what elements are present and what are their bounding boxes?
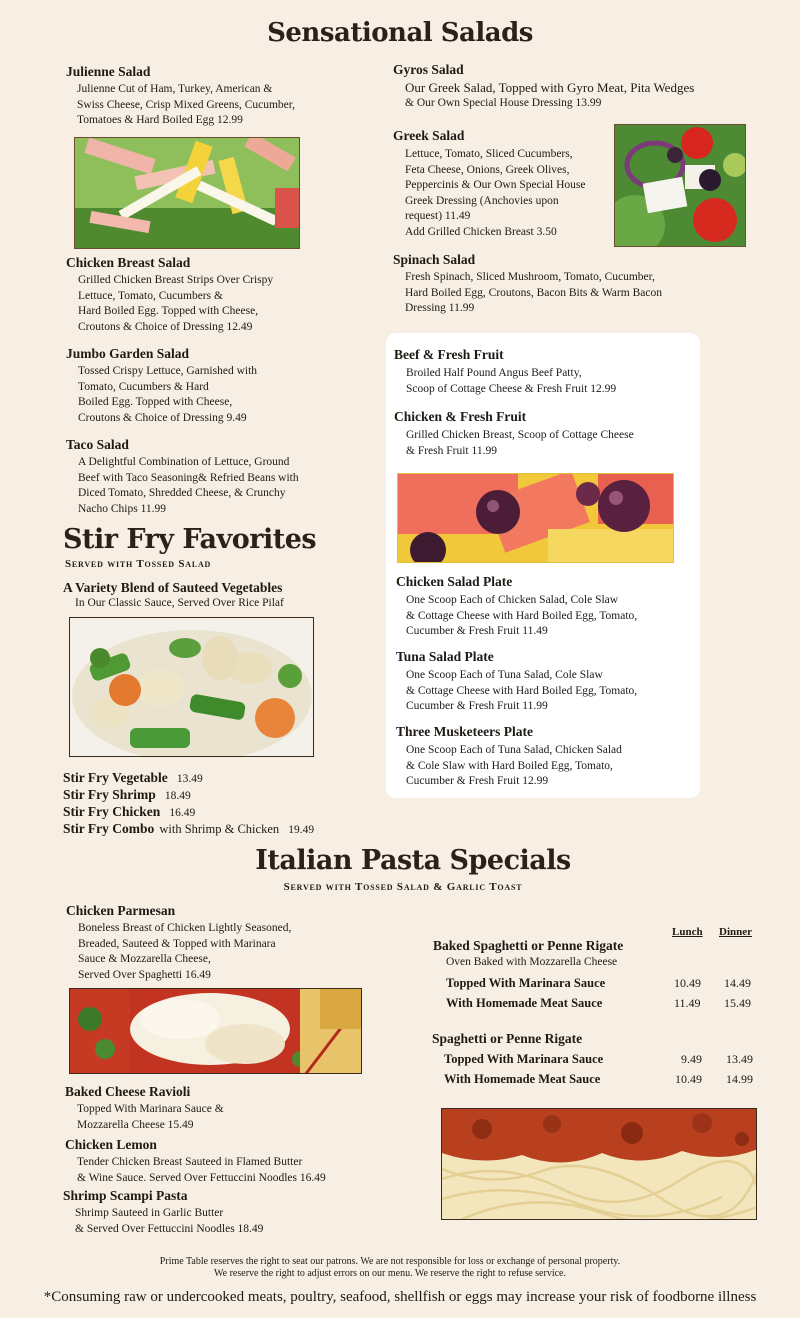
chicken-parmesan-photo	[69, 988, 362, 1074]
menu-item-chicken-lemon	[65, 1137, 326, 1186]
item-description: Lettuce, Tomato, Sliced Cucumbers, Feta Cheese, Onions, Greek Olives, Peppercinis & Our Own Special House Greek Dressing (Anchovies upon request) 11.49 Add Grilled Chicken Breast 3.50	[405, 148, 586, 238]
menu-item-three-musketeers-plate	[396, 724, 622, 790]
item-name: Spinach Salad	[393, 252, 476, 267]
list-item: Stir Fry Shrimp 18.49	[63, 787, 191, 802]
price-row: Topped With Marinara Sauce 9.49 13.49	[444, 1052, 753, 1066]
baked-spaghetti-group-name: Baked Spaghetti or Penne Rigate	[433, 938, 624, 953]
item-name: Gyros Salad	[393, 62, 464, 77]
menu-item-julienne-salad	[66, 64, 295, 129]
item-name: Three Musketeers Plate	[396, 724, 533, 739]
item-description: Broiled Half Pound Angus Beef Patty, Scoop of Cottage Cheese & Fresh Fruit 12.99	[406, 367, 617, 395]
item-description: Tender Chicken Breast Sauteed in Flamed Butter & Wine Sauce. Served Over Fettuccini Noodles 16.49	[77, 1156, 326, 1184]
price-row: Topped With Marinara Sauce 10.49 14.49	[446, 976, 751, 990]
fresh-fruit-photo	[397, 473, 674, 563]
item-description: Our Greek Salad, Topped with Gyro Meat, Pita Wedges & Our Own Special House Dressing 13.99	[405, 80, 695, 109]
menu-item-gyros-salad	[393, 62, 694, 111]
menu-item-tuna-salad-plate	[396, 649, 637, 715]
item-name: Baked Cheese Ravioli	[65, 1084, 191, 1099]
item-description: Fresh Spinach, Sliced Mushroom, Tomato, Cucumber, Hard Boiled Egg, Croutons, Bacon Bits & Warm Bacon Dressing 11.99	[405, 271, 662, 315]
item-description: Shrimp Sauteed in Garlic Butter & Served Over Fettuccini Noodles 18.49	[75, 1207, 264, 1235]
item-description: Grilled Chicken Breast, Scoop of Cottage Cheese & Fresh Fruit 11.99	[406, 429, 634, 457]
menu-item-chicken-parmesan	[66, 903, 291, 983]
item-name: Greek Salad	[393, 128, 465, 143]
salads-title: Sensational Salads	[267, 18, 533, 48]
list-item: Stir Fry Vegetable 13.49	[63, 770, 203, 785]
item-description: Tossed Crispy Lettuce, Garnished with Tomato, Cucumbers & Hard Boiled Egg. Topped with Cheese, Croutons & Choice of Dressing 9.49	[78, 365, 258, 424]
price-row: With Homemade Meat Sauce 11.49 15.49	[446, 996, 751, 1010]
spaghetti-group-name: Spaghetti or Penne Rigate	[432, 1031, 583, 1046]
item-name: Jumbo Garden Salad	[66, 346, 190, 361]
julienne-salad-photo	[74, 137, 300, 249]
dinner-header: Dinner	[719, 926, 752, 938]
price-row: With Homemade Meat Sauce 10.49 14.99	[444, 1072, 753, 1086]
menu-item-shrimp-scampi-pasta	[63, 1188, 263, 1237]
item-description: One Scoop Each of Chicken Salad, Cole Slaw & Cottage Cheese with Hard Boiled Egg, Tomato, Cucumber & Fresh Fruit 11.49	[406, 594, 638, 638]
pasta-title: Italian Pasta Specials	[255, 845, 571, 876]
item-name: Beef & Fresh Fruit	[394, 347, 504, 362]
greek-salad-photo	[614, 124, 746, 247]
item-name: Julienne Salad	[66, 64, 151, 79]
item-name: Tuna Salad Plate	[396, 649, 494, 664]
spaghetti-photo	[441, 1108, 757, 1220]
item-name: Shrimp Scampi Pasta	[63, 1188, 188, 1203]
item-name: Taco Salad	[66, 437, 129, 452]
footer-disclaimer-2: We reserve the right to adjust errors on our menu. We reserve the right to refuse service.	[214, 1268, 566, 1279]
item-name: Chicken Salad Plate	[396, 574, 513, 589]
menu-item-chicken-fresh-fruit	[394, 409, 634, 459]
stirfry-title: Stir Fry Favorites	[63, 524, 317, 555]
pasta-subtitle: Served with Tossed Salad & Garlic Toast	[283, 881, 523, 893]
item-name: Chicken & Fresh Fruit	[394, 409, 527, 424]
menu-item-taco-salad	[66, 437, 299, 517]
menu-item-greek-salad	[393, 128, 585, 241]
item-description: Grilled Chicken Breast Strips Over Crispy Lettuce, Tomato, Cucumbers & Hard Boiled Egg. Topped with Cheese, Croutons & Choice of Dressing 12.49	[78, 274, 274, 333]
stirfry-blend-description: In Our Classic Sauce, Served Over Rice Pilaf	[75, 597, 284, 609]
stirfry-blend-name: A Variety Blend of Sauteed Vegetables	[63, 580, 283, 595]
baked-spaghetti-note: Oven Baked with Mozzarella Cheese	[446, 956, 618, 968]
item-name: Chicken Parmesan	[66, 903, 176, 918]
item-name: Chicken Lemon	[65, 1137, 157, 1152]
item-description: A Delightful Combination of Lettuce, Ground Beef with Taco Seasoning& Refried Beans with Diced Tomato, Shredded Cheese, & Crunchy Nacho Chips 11.99	[78, 456, 299, 515]
menu-item-jumbo-garden-salad	[66, 346, 257, 426]
list-item: Stir Fry Combo with Shrimp & Chicken 19.49	[63, 821, 315, 836]
item-description: Boneless Breast of Chicken Lightly Seasoned, Breaded, Sauteed & Topped with Marinara Sauce & Mozzarella Cheese, Served Over Spaghetti 16.49	[78, 922, 292, 981]
menu-item-beef-fresh-fruit	[394, 347, 616, 397]
item-description: Topped With Marinara Sauce & Mozzarella Cheese 15.49	[77, 1103, 224, 1131]
stirfry-subtitle: Served with Tossed Salad	[65, 558, 212, 570]
list-item: Stir Fry Chicken 16.49	[63, 804, 196, 819]
menu-item-chicken-breast-salad	[66, 255, 273, 335]
menu-item-baked-cheese-ravioli	[65, 1084, 224, 1133]
menu-item-chicken-salad-plate	[396, 574, 637, 640]
lunch-header: Lunch	[672, 926, 703, 938]
food-safety-warning: *Consuming raw or undercooked meats, poultry, seafood, shellfish or eggs may increase your risk of foodborne illness	[43, 1289, 757, 1305]
footer-disclaimer-1: Prime Table reserves the right to seat our patrons. We are not responsible for loss or exchange of personal property.	[159, 1256, 621, 1267]
item-description: One Scoop Each of Tuna Salad, Chicken Salad & Cole Slaw with Hard Boiled Egg, Tomato, Cucumber & Fresh Fruit 12.99	[406, 744, 622, 788]
item-description: One Scoop Each of Tuna Salad, Cole Slaw & Cottage Cheese with Hard Boiled Egg, Tomato, Cucumber & Fresh Fruit 11.99	[406, 669, 638, 713]
item-description: Julienne Cut of Ham, Turkey, American & Swiss Cheese, Crisp Mixed Greens, Cucumber, Tomatoes & Hard Boiled Egg 12.99	[77, 83, 296, 127]
stirfry-list	[63, 767, 314, 835]
menu-item-spinach-salad	[393, 252, 662, 317]
item-name: Chicken Breast Salad	[66, 255, 191, 270]
stir-fry-photo	[69, 617, 314, 757]
